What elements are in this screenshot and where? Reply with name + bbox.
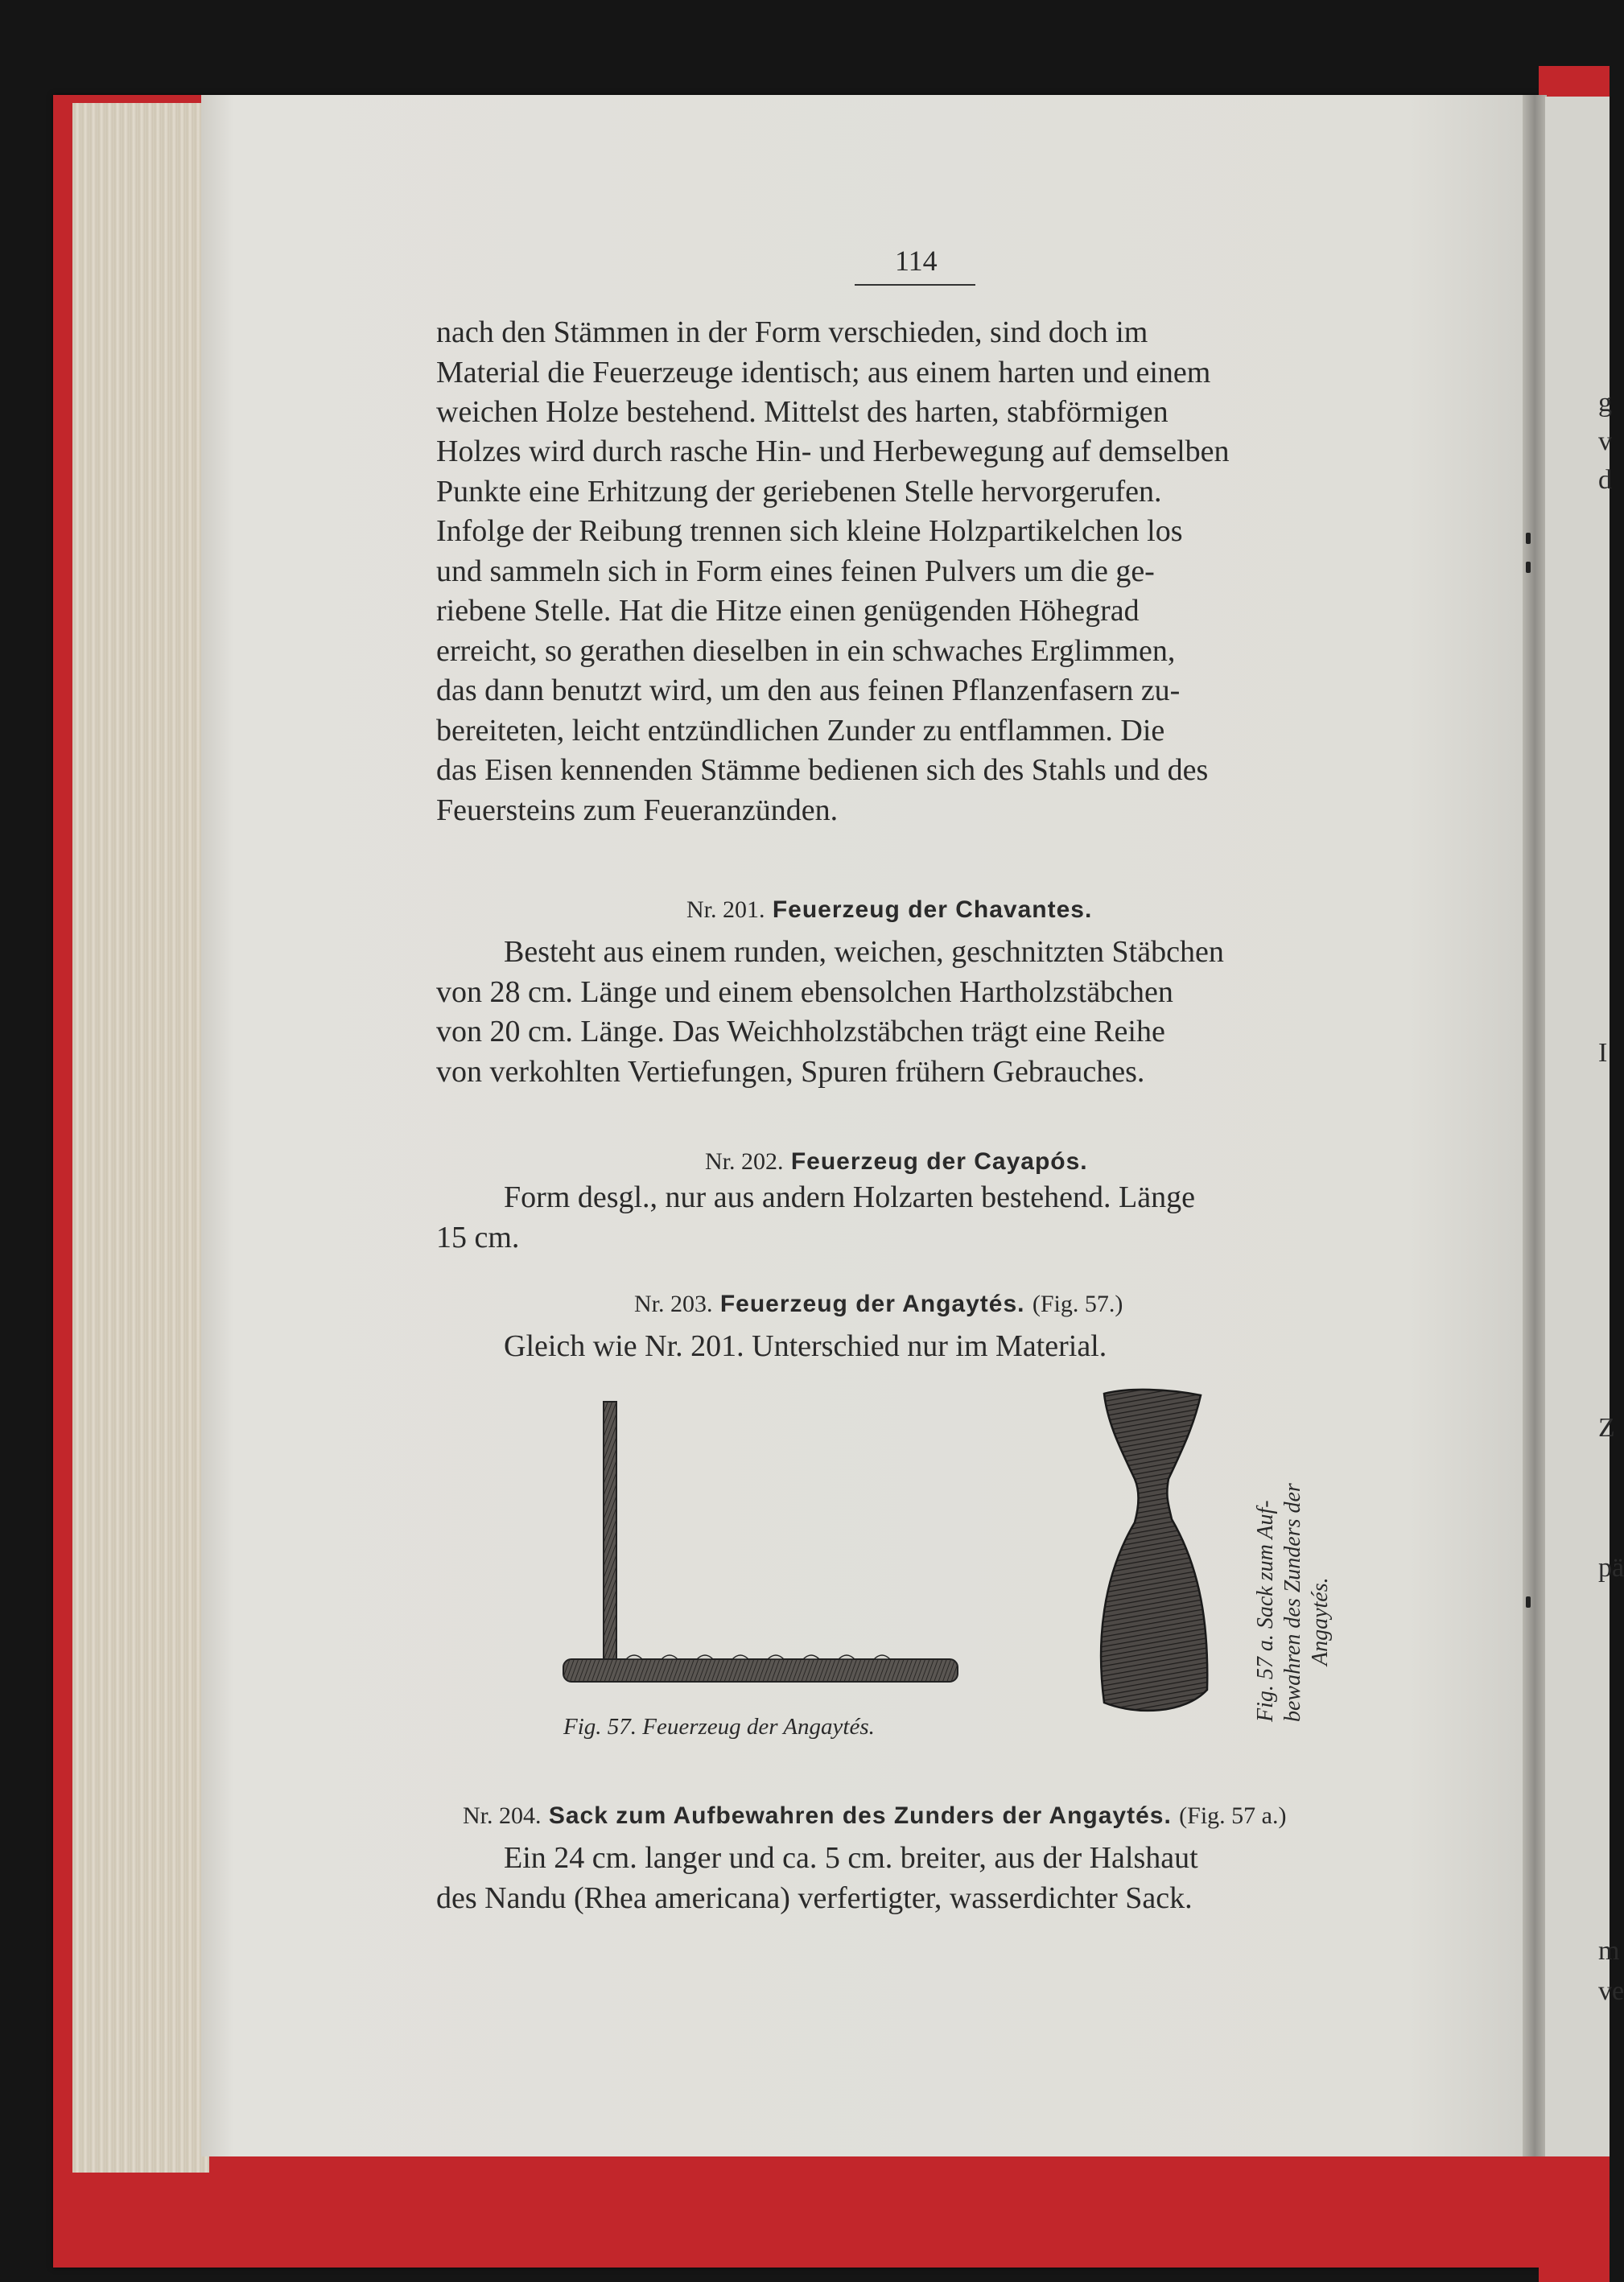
entry-number: Nr. 204. bbox=[463, 1802, 542, 1829]
entry-title: Sack zum Aufbewahren des Zunders der Angaytés. bbox=[548, 1802, 1172, 1829]
text-line: von 28 cm. Länge und einem ebensolchen Hartholzstäbchen bbox=[436, 975, 1173, 1009]
facing-fragment: d bbox=[1598, 465, 1612, 495]
page-number-rule bbox=[855, 284, 975, 286]
facing-fragment: ve bbox=[1598, 1976, 1624, 2006]
text-line: von 20 cm. Länge. Das Weichholzstäbchen trägt eine Reihe bbox=[436, 1015, 1165, 1048]
text-line: des Nandu (Rhea americana) verfertigter, wasserdichter Sack. bbox=[436, 1881, 1193, 1915]
text-line: 15 cm. bbox=[436, 1221, 520, 1254]
facing-fragment: v bbox=[1598, 426, 1612, 456]
text-line: riebene Stelle. Hat die Hitze einen genügenden Höhegrad bbox=[436, 594, 1140, 628]
text-line: von verkohlten Vertiefungen, Spuren frühern Gebrauches. bbox=[436, 1055, 1145, 1089]
figure-57-caption: Fig. 57. Feuerzeug der Angaytés. bbox=[563, 1714, 875, 1740]
figure-57a-caption bbox=[1252, 1483, 1334, 1722]
text-line: bereiteten, leicht entzündlichen Zunder zu entflammen. Die bbox=[436, 714, 1165, 748]
fig57a-tinder-bag-illustration bbox=[1088, 1384, 1217, 1722]
gutter-mark bbox=[1526, 562, 1531, 573]
entry-title: Feuerzeug der Angaytés. bbox=[719, 1291, 1025, 1317]
caption-line: bewahren des Zunders der bbox=[1280, 1483, 1305, 1722]
entry-number: Nr. 201. bbox=[686, 896, 765, 923]
facing-fragment: m bbox=[1598, 1936, 1620, 1966]
entry-title: Feuerzeug der Chavantes. bbox=[772, 896, 1093, 923]
text-line: Form desgl., nur aus andern Holzarten bestehend. Länge bbox=[504, 1180, 1195, 1214]
caption-line: Fig. 57 a. Sack zum Auf- bbox=[1253, 1500, 1278, 1722]
fig57-fire-drill-illustration bbox=[555, 1392, 982, 1706]
text-line: Punkte eine Erhitzung der geriebenen Stelle hervorgerufen. bbox=[436, 475, 1162, 509]
text-line: weichen Holze bestehend. Mittelst des harten, stabförmigen bbox=[436, 395, 1169, 429]
entry-title: Feuerzeug der Cayapós. bbox=[790, 1148, 1088, 1175]
facing-fragment: pä bbox=[1598, 1553, 1624, 1583]
facing-fragment: g bbox=[1598, 388, 1612, 418]
text-line: Holzes wird durch rasche Hin- und Herbewegung auf demselben bbox=[436, 435, 1230, 468]
entry-heading bbox=[634, 1291, 1123, 1318]
entry-heading bbox=[705, 1148, 1088, 1176]
text-line: Gleich wie Nr. 201. Unterschied nur im Material. bbox=[504, 1329, 1107, 1363]
text-line: das Eisen kennenden Stämme bedienen sich des Stahls und des bbox=[436, 753, 1209, 787]
figure-reference: (Fig. 57.) bbox=[1032, 1291, 1123, 1317]
text-line: Material die Feuerzeuge identisch; aus einem harten und einem bbox=[436, 356, 1211, 389]
book-gutter bbox=[1523, 95, 1547, 2156]
text-line: erreicht, so gerathen dieselben in ein schwaches Erglimmen, bbox=[436, 634, 1176, 668]
text-line: und sammeln sich in Form eines feinen Pulvers um die ge- bbox=[436, 554, 1155, 588]
entry-number: Nr. 203. bbox=[634, 1291, 713, 1317]
text-line: Infolge der Reibung trennen sich kleine Holzpartikelchen los bbox=[436, 514, 1183, 548]
text-line: nach den Stämmen in der Form verschieden, sind doch im bbox=[436, 315, 1148, 349]
gutter-mark bbox=[1526, 533, 1531, 544]
facing-fragment: Z bbox=[1598, 1413, 1615, 1443]
facing-fragment: I bbox=[1598, 1038, 1608, 1068]
entry-heading bbox=[463, 1802, 1286, 1830]
gutter-mark bbox=[1526, 1596, 1531, 1608]
text-line: Ein 24 cm. langer und ca. 5 cm. breiter, aus der Halshaut bbox=[504, 1841, 1198, 1875]
text-line: das dann benutzt wird, um den aus feinen Pflanzenfasern zu- bbox=[436, 673, 1181, 707]
caption-line: Angaytés. bbox=[1308, 1577, 1333, 1666]
entry-number: Nr. 202. bbox=[705, 1148, 784, 1175]
page-edges bbox=[72, 103, 209, 2173]
figure-reference: (Fig. 57 a.) bbox=[1179, 1802, 1287, 1829]
facing-page bbox=[1545, 97, 1624, 2156]
page-number: 114 bbox=[895, 245, 938, 277]
text-line: Besteht aus einem runden, weichen, geschnitzten Stäbchen bbox=[504, 935, 1224, 969]
text-line: Feuersteins zum Feueranzünden. bbox=[436, 793, 839, 827]
entry-heading bbox=[686, 896, 1092, 924]
